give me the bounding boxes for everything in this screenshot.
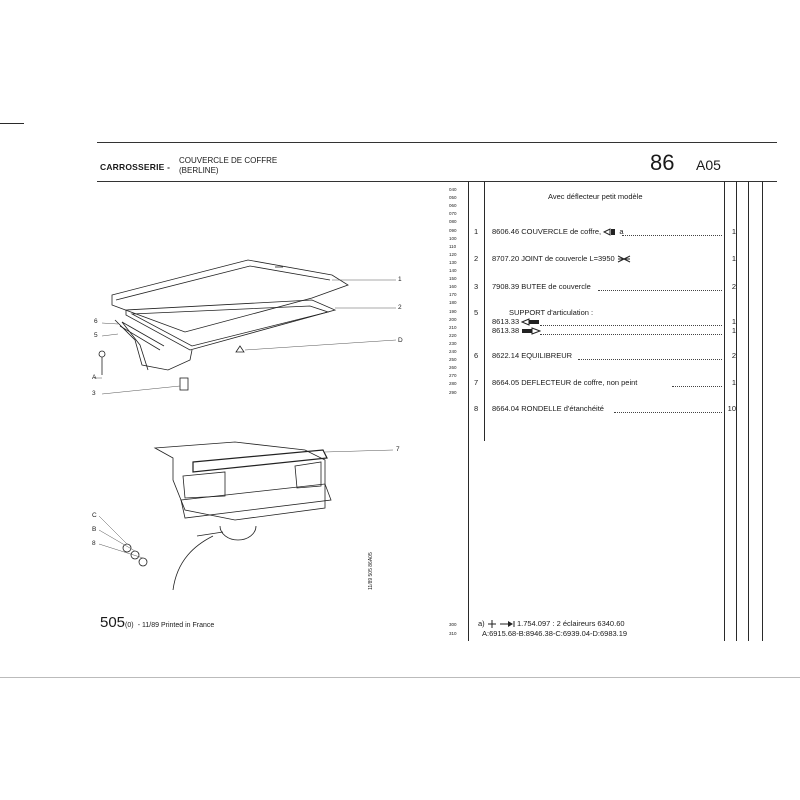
line-number: 160 xyxy=(449,284,457,290)
line-number: 140 xyxy=(449,268,457,273)
part-row xyxy=(492,317,541,326)
callout-line xyxy=(99,516,127,544)
part-ref: 2 xyxy=(474,254,479,263)
wheel xyxy=(220,526,256,540)
part-ref: 5 xyxy=(474,308,479,317)
leader-dots xyxy=(540,328,722,335)
part-number: 8622.14 xyxy=(492,351,520,360)
trunk-lid-panel xyxy=(116,266,330,300)
line-number: 230 xyxy=(449,340,457,346)
part-row xyxy=(492,351,572,360)
deflector xyxy=(193,450,327,472)
callout-line xyxy=(102,334,118,336)
callout-line xyxy=(99,530,135,551)
part-desc: COUVERCLE de coffre, xyxy=(521,227,602,236)
rotated-code: 11/89 505 86A05 xyxy=(368,552,374,590)
part-desc: RONDELLE d'étanchéité xyxy=(521,404,604,413)
part-row xyxy=(492,326,541,335)
washer-8 xyxy=(139,558,147,566)
line-number: 110 xyxy=(449,243,457,249)
line-number: 270 xyxy=(449,373,457,379)
footer-model-suffix: (0) xyxy=(125,622,134,629)
part-qty: 1 xyxy=(731,254,736,263)
line-number: 200 xyxy=(449,316,457,322)
line-number: 220 xyxy=(449,332,457,338)
stop-bumper xyxy=(180,378,188,390)
table-col-line xyxy=(736,181,737,641)
part-number: 8664.04 xyxy=(492,404,520,413)
footnote-a-text: 1.754.097 : 2 éclaireurs 6340.60 xyxy=(516,619,625,628)
line-number: 290 xyxy=(449,389,457,395)
line-number: 210 xyxy=(449,324,457,330)
line-number: 040 xyxy=(449,187,457,192)
part-desc: SUPPORT d'articulation : xyxy=(509,308,594,317)
part-suffix: a xyxy=(619,227,624,236)
part-desc: BUTEE de couvercle xyxy=(521,282,591,291)
part-row xyxy=(492,254,631,263)
trunk-lid-diagram xyxy=(80,250,420,410)
part-number: 8664.05 xyxy=(492,378,520,387)
leader-dots xyxy=(622,229,722,236)
bolt xyxy=(99,351,105,357)
line-number: 300 xyxy=(449,622,457,627)
plus-icon xyxy=(487,620,497,628)
leader-dots xyxy=(598,284,722,291)
callout-5: 5 xyxy=(94,332,98,339)
cross-arrows-icon xyxy=(617,255,631,263)
left-support-icon xyxy=(521,318,541,326)
part-number: 8613.33 xyxy=(492,317,520,326)
right-support-icon xyxy=(521,327,541,335)
part-ref: 7 xyxy=(474,378,479,387)
callout-1: 1 xyxy=(398,276,402,283)
table-col-line xyxy=(484,181,485,441)
latch xyxy=(236,346,244,352)
part-ref: 3 xyxy=(474,282,479,291)
footnote-b: A:6915.68-B:8946.38-C:6939.04-D:6983.19 xyxy=(482,629,628,638)
part-qty: 10 xyxy=(727,404,736,413)
line-number: 190 xyxy=(449,308,457,314)
page-number: 86 xyxy=(650,150,675,175)
exhaust xyxy=(197,532,223,536)
part-qty: 1 xyxy=(731,317,736,326)
part-qty: 1 xyxy=(731,378,736,387)
callout-B: B xyxy=(92,526,97,533)
part-row xyxy=(492,227,623,236)
part-desc: DEFLECTEUR de coffre, non peint xyxy=(521,378,638,387)
trunk-seal-inner xyxy=(132,306,328,346)
footer xyxy=(100,614,214,631)
tail-light-left xyxy=(183,472,225,498)
line-number: 120 xyxy=(449,251,457,257)
line-number: 080 xyxy=(449,219,457,225)
page-code: A05 xyxy=(696,157,721,173)
callout-3: 3 xyxy=(92,390,96,397)
callout-A: A xyxy=(92,374,97,381)
part-ref: 1 xyxy=(474,227,479,236)
washer-b xyxy=(131,551,139,559)
light-symbol-icon xyxy=(603,228,617,236)
line-number: 250 xyxy=(449,357,457,363)
strut xyxy=(120,322,164,350)
part-qty: 2 xyxy=(731,282,736,291)
line-number: 060 xyxy=(449,203,457,209)
page-title-line1: COUVERCLE DE COFFRE xyxy=(179,156,278,165)
table-subheading: Avec déflecteur petit modèle xyxy=(548,192,643,201)
line-number: 260 xyxy=(449,365,457,371)
callout-6: 6 xyxy=(94,318,98,325)
part-ref: 6 xyxy=(474,351,479,360)
part-desc: EQUILIBREUR xyxy=(521,351,573,360)
callout-D: D xyxy=(398,337,403,344)
callout-7: 7 xyxy=(396,446,400,453)
detail-arc xyxy=(173,536,213,590)
part-number: 7908.39 xyxy=(492,282,520,291)
margin-mark xyxy=(0,123,24,124)
line-number: 070 xyxy=(449,211,457,217)
part-row xyxy=(509,308,593,317)
footer-model: 505 xyxy=(100,614,126,631)
line-number: 150 xyxy=(449,276,457,282)
car-rear-diagram xyxy=(85,440,405,590)
section-label: CARROSSERIE - xyxy=(100,162,171,172)
header-top-rule xyxy=(97,142,777,143)
part-number: 8707.20 xyxy=(492,254,520,263)
callout-2: 2 xyxy=(398,304,402,311)
part-ref: 8 xyxy=(474,404,479,413)
part-number: 8606.46 xyxy=(492,227,520,236)
page-title-line2: (BERLINE) xyxy=(179,166,219,175)
callout-line xyxy=(325,450,393,452)
page-bottom-rule xyxy=(0,677,800,678)
leader-dots xyxy=(540,319,722,326)
line-number: 090 xyxy=(449,227,457,233)
table-col-line xyxy=(748,181,749,641)
tail-light-right xyxy=(295,462,321,488)
part-row xyxy=(492,404,604,413)
table-col-line xyxy=(762,181,763,641)
leader-dots xyxy=(578,353,722,360)
part-row xyxy=(492,378,637,387)
callout-C: C xyxy=(92,512,97,519)
part-row xyxy=(492,282,591,291)
part-number: 8613.38 xyxy=(492,326,520,335)
line-number: 050 xyxy=(449,195,457,201)
car-body xyxy=(155,442,325,520)
part-qty: 1 xyxy=(731,326,736,335)
callout-8: 8 xyxy=(92,540,96,547)
line-number: 180 xyxy=(449,300,457,306)
leader-dots xyxy=(672,380,722,387)
callout-line xyxy=(102,386,180,394)
footnote-a xyxy=(478,619,625,628)
leader-dots xyxy=(614,406,722,413)
line-number: 170 xyxy=(449,292,457,298)
part-qty: 1 xyxy=(731,227,736,236)
arrow-right-icon xyxy=(499,620,515,628)
footer-text: - 11/89 Printed in France xyxy=(137,622,215,629)
table-col-line xyxy=(468,181,469,641)
part-qty: 2 xyxy=(731,351,736,360)
callout-line xyxy=(102,323,118,324)
line-number: 100 xyxy=(449,235,457,241)
line-number: 240 xyxy=(449,349,457,354)
page-title xyxy=(179,156,277,176)
footnote-a-prefix: a) xyxy=(478,619,485,628)
line-number: 310 xyxy=(449,631,457,636)
part-desc: JOINT de couvercle L=3950 xyxy=(521,254,615,263)
header-bottom-rule xyxy=(97,181,777,182)
callout-line xyxy=(245,340,396,350)
line-number: 280 xyxy=(449,381,457,387)
line-number: 130 xyxy=(449,259,457,265)
bumper xyxy=(181,484,331,518)
